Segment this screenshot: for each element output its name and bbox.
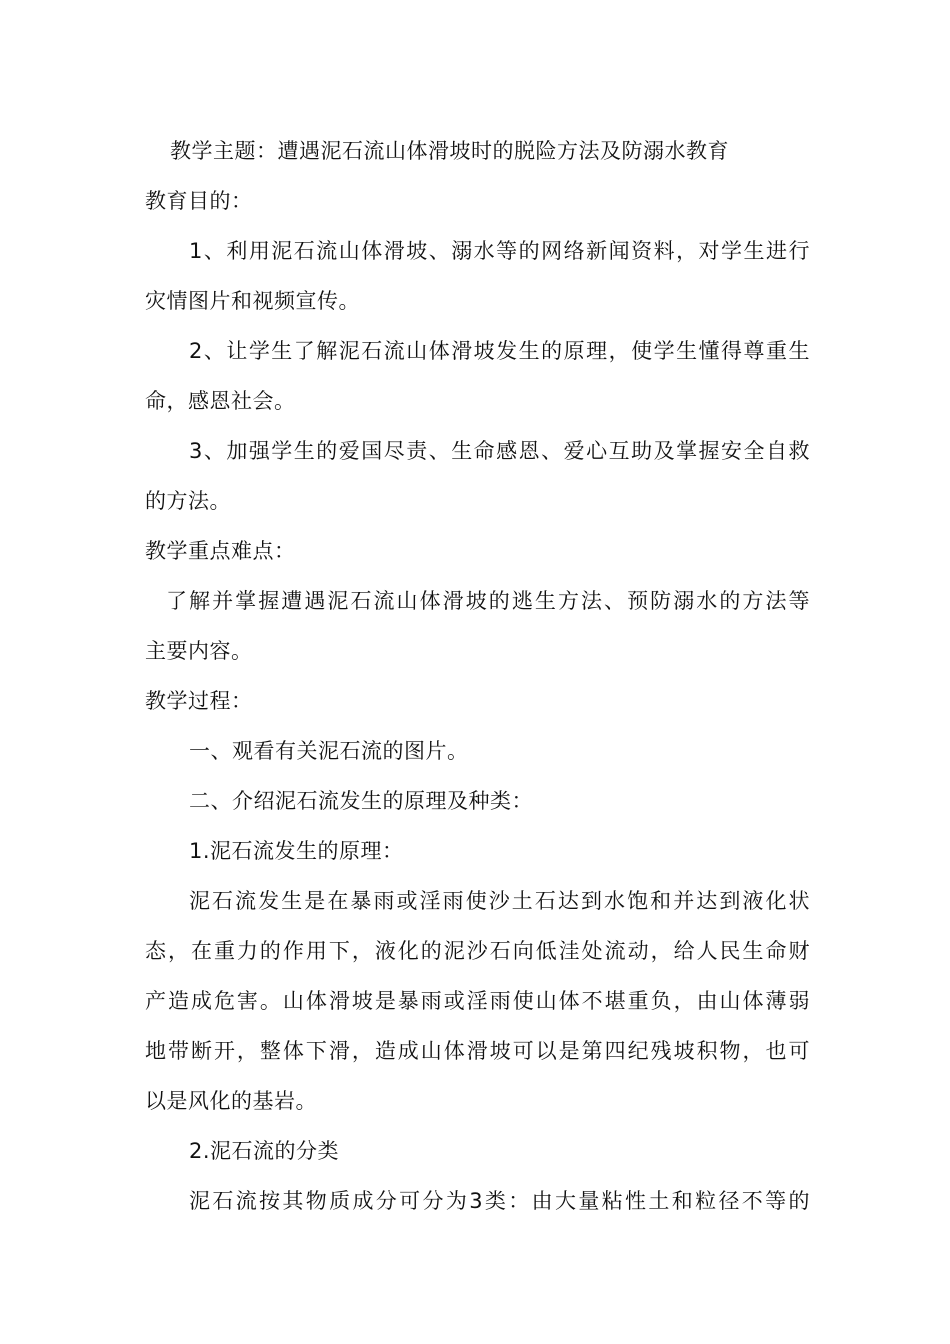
- lesson-title: 教学主题：遭遇泥石流山体滑坡时的脱险方法及防溺水教育: [170, 139, 729, 163]
- document-body: [145, 126, 810, 1226]
- principle-line-2: 态，在重力的作用下，液化的泥沙石向低洼处流动，给人民生命财: [145, 939, 810, 963]
- principle-line-1: 泥石流发生是在暴雨或淫雨使沙土石达到水饱和并达到液化状: [189, 889, 810, 913]
- objective-2-line-2: 命，感恩社会。: [145, 389, 296, 413]
- objective-3-line-1: 3、加强学生的爱国尽责、生命感恩、爱心互助及掌握安全自救: [189, 439, 810, 463]
- section-heading-key-points: 教学重点难点：: [145, 539, 296, 563]
- subheading-classification: 2.泥石流的分类: [189, 1139, 340, 1163]
- objective-1-line-2: 灾情图片和视频宣传。: [145, 289, 360, 313]
- principle-line-3: 产造成危害。山体滑坡是暴雨或淫雨使山体不堪重负，由山体薄弱: [145, 989, 810, 1013]
- key-points-line-1: 了解并掌握遭遇泥石流山体滑坡的逃生方法、预防溺水的方法等: [166, 589, 810, 613]
- objective-2-line-1: 2、让学生了解泥石流山体滑坡发生的原理，使学生懂得尊重生: [189, 339, 810, 363]
- process-step-2: 二、介绍泥石流发生的原理及种类：: [189, 789, 533, 813]
- section-heading-objectives: 教育目的：: [145, 189, 253, 213]
- subheading-principle: 1.泥石流发生的原理：: [189, 839, 404, 863]
- objective-3-line-2: 的方法。: [145, 489, 231, 513]
- key-points-line-2: 主要内容。: [145, 639, 253, 663]
- principle-line-5: 以是风化的基岩。: [145, 1089, 317, 1113]
- classification-line-1: 泥石流按其物质成分可分为3类：由大量粘性土和粒径不等的: [189, 1189, 810, 1213]
- process-step-1: 一、观看有关泥石流的图片。: [189, 739, 469, 763]
- section-heading-process: 教学过程：: [145, 689, 253, 713]
- objective-1-line-1: 1、利用泥石流山体滑坡、溺水等的网络新闻资料，对学生进行: [189, 239, 810, 263]
- principle-line-4: 地带断开，整体下滑，造成山体滑坡可以是第四纪残坡积物，也可: [145, 1039, 810, 1063]
